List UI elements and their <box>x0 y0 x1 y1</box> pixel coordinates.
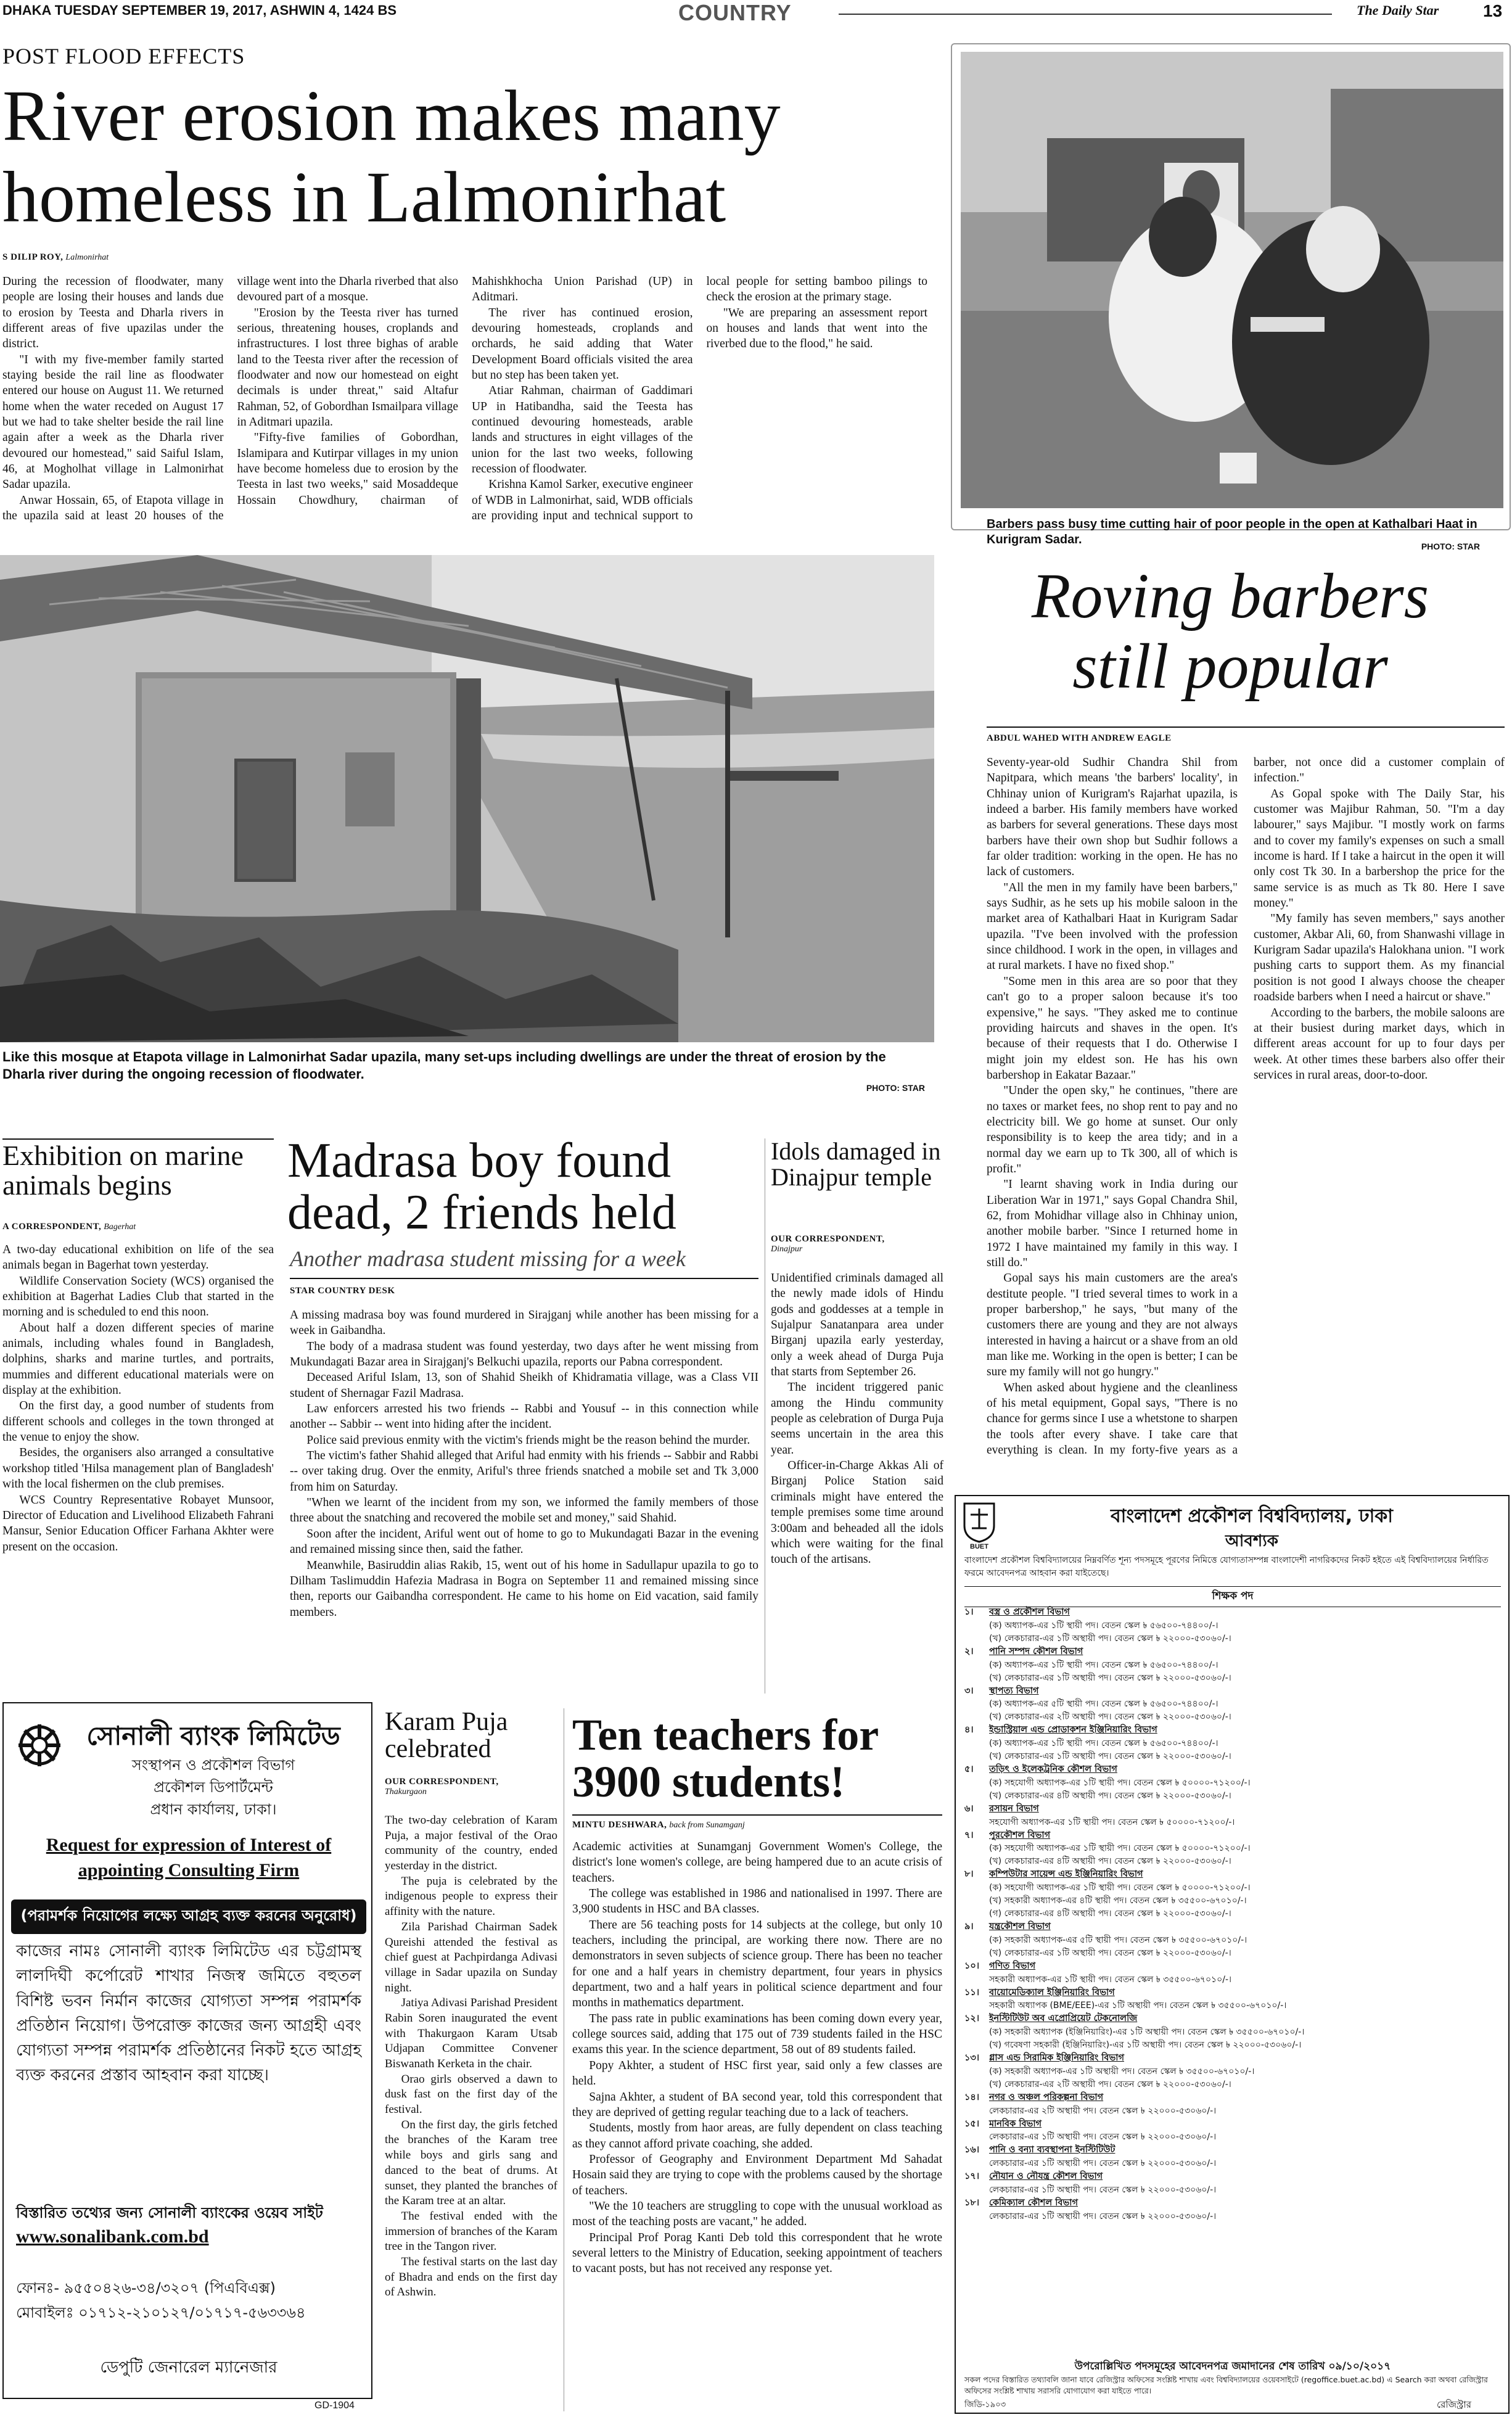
teachers-paragraph: Academic activities at Sunamganj Government Women's College, the district's lone women's college, are being hampered due to an acute crisis of teachers. <box>572 1840 942 1885</box>
buet-department <box>964 2012 1501 2052</box>
buet-department-number: ১০। <box>964 1961 980 1971</box>
buet-post-line: (খ) লেকচারার-এর ৪টি অস্থায়ী পদ। বেতন স্কেল ৳ ২২০০০-৫৩০৬০/-। <box>989 1790 1231 1801</box>
buet-signature: রেজিস্ট্রার <box>1437 2399 1472 2410</box>
masthead <box>0 0 1512 25</box>
buet-logo-icon <box>962 1501 996 1544</box>
lead-paragraph: Anwar Hossain, 65, of Etapota village in the upazila said at least 20 houses of the village went into the Dharla riverbed that also devoured part of a mosque. <box>2 275 458 523</box>
karam-paragraph: On the first day, the girls fetched the branches of the Karam tree while boys and girls sang and danced to the beat of drums. At sunset, they planted the branches of the Karam tree at an altar. <box>385 2118 557 2208</box>
exhibition-paragraph: A two-day educational exhibition on life of the sea animals began in Bagerhat town yesterday. <box>2 1243 274 1272</box>
buet-code: জিডি-১৯০৩ <box>964 2400 1006 2410</box>
lead-byline-name: S DILIP ROY, <box>2 252 64 262</box>
teachers-paragraph: There are 56 teaching posts for 14 subjects at the college, but only 10 teachers, including the principal, are working there now. There are no demonstrators in seven subjects of science group. There has been no teacher for one and a half years in chemistry department, four years in physics department, two and a half years in political science department and four months in mathematics department. <box>572 1918 942 2010</box>
buet-department-number: ৪। <box>964 1725 974 1735</box>
sonali-title: সোনালী ব্যাংক লিমিটেড <box>86 1721 340 1751</box>
buet-department <box>964 2091 1501 2118</box>
mosque-riverbank-image <box>0 555 934 1042</box>
buet-department-name: বায়োমেডিক্যাল ইঞ্জিনিয়ারিং বিভাগ <box>989 1987 1115 1998</box>
teachers-body <box>572 1839 942 2277</box>
buet-department <box>964 1960 1501 1986</box>
teachers-byline <box>572 1819 942 1830</box>
roving-barbers-image <box>961 52 1503 508</box>
teachers-rule <box>572 1814 942 1816</box>
buet-title: বাংলাদেশ প্রকৌশল বিশ্ববিদ্যালয়, ঢাকা <box>1110 1505 1393 1527</box>
sonali-signature: ডেপুটি জেনারেল ম্যানেজার <box>100 2358 277 2377</box>
barbers-headline: Roving barbers still popular <box>1031 561 1429 702</box>
buet-department <box>964 2197 1501 2223</box>
buet-department-number: ১৩। <box>964 2053 980 2063</box>
buet-department-name: গণিত বিভাগ <box>989 1961 1036 1971</box>
buet-department <box>964 2118 1501 2144</box>
idols-paragraph: Unidentified criminals damaged all the newly made idols of Hindu gods and goddesses at a temple in Sujalpur Sanatanpara area under Birganj upazila early yesterday, only a week ahead of Durga Puja that starts from September 26. <box>771 1272 943 1379</box>
buet-post-line: লেকচারার-এর ২টি অস্থায়ী পদ। বেতন স্কেল ৳ ২২০০০-৫৩০৬০/-। <box>989 2105 1217 2116</box>
buet-post-line: (ক) অধ্যাপক-এর ১টি স্থায়ী পদ। বেতন স্কেল ৳ ৫৬৫০০-৭৪৪০০/-। <box>989 1620 1218 1631</box>
buet-departments <box>964 1606 1501 2223</box>
buet-department-number: ১৬। <box>964 2145 980 2155</box>
barbers-paragraph: According to the barbers, the mobile saloons are at their busiest during market days, which in different areas account for up to four days per week. At other times these barbers also offer their services in rural areas, door-to-door. <box>1254 1006 1505 1082</box>
barbers-rule <box>987 726 1505 728</box>
buet-department <box>964 1763 1501 1803</box>
teachers-byline-name: MINTU DESHWARA, <box>572 1820 667 1830</box>
page-number: 13 <box>1483 1 1503 20</box>
karam-paragraph: The puja is celebrated by the indigenous people to express their affinity with the nature. <box>385 1874 557 1919</box>
karam-byline <box>385 1776 557 1801</box>
exhibition-paragraph: Wildlife Conservation Society (WCS) organised the exhibition at Bagerhat Ladies Club that started in the morning and is scheduled to end this noon. <box>2 1274 274 1319</box>
lead-kicker: POST FLOOD EFFECTS <box>2 44 245 68</box>
madrasa-paragraph: The body of a madrasa student was found yesterday, two days after he went missing from Mukundagati Bazar area in Sirajganj's Belkuchi upazila, reports our Pabna correspondent. <box>290 1340 758 1369</box>
lead-paragraph: During the recession of floodwater, many people are losing their houses and lands due to erosion by Teesta and Dharla rivers in different areas of five upazilas under the district. <box>2 275 224 351</box>
buet-department-number: ৭। <box>964 1830 974 1840</box>
barbers-photo-credit: PHOTO: STAR <box>1421 541 1480 551</box>
buet-department-number: ১৪। <box>964 2092 980 2102</box>
barbers-paragraph: "I learnt shaving work in India during our Liberation War in 1971," says Gopal Chandra Shil, 62, from Mohidhar village also in Chhinay union, another mobile barber. "Since I returned home in 1972 I have maintained my family in this way. I still do." <box>987 1178 1238 1269</box>
buet-post-line: (খ) লেকচারার-এর ১টি অস্থায়ী পদ। বেতন স্কেল ৳ ২২০০০-৫৩০৬০/-। <box>989 1948 1231 1958</box>
buet-post-line: সহকারী অধ্যাপক-এর ১টি স্থায়ী পদ। বেতন স্কেল ৳ ৩৫৫০০-৬৭০১০/-। <box>989 1974 1232 1985</box>
buet-department-name: স্থাপত্য বিভাগ <box>989 1685 1039 1696</box>
sonali-banner: (পরামর্শক নিয়োগের লক্ষ্যে আগ্রহ ব্যক্ত করনের অনুরোধ) <box>11 1899 366 1934</box>
karam-body <box>385 1813 557 2300</box>
buet-post-line: (খ) গবেষণা সহকারী (ইঞ্জিনিয়ারিং)-এর ১টি অস্থায়ী পদ। বেতন স্কেল ৳ ২২০০০-৫৩০৬০/-। <box>989 2040 1302 2050</box>
buet-post-line: (ক) অধ্যাপক-এর ৫টি স্থায়ী পদ। বেতন স্কেল ৳ ৫৬৫০০-৭৪৪০০/-। <box>989 1699 1218 1710</box>
buet-department-name: কম্পিউটার সায়েন্স এন্ড ইঞ্জিনিয়ারিং বিভাগ <box>989 1869 1143 1880</box>
buet-department-name: মানবিক বিভাগ <box>989 2118 1042 2129</box>
idols-byline-name: OUR CORRESPONDENT, <box>771 1234 885 1244</box>
buet-department-name: নগর ও অঞ্চল পরিকল্পনা বিভাগ <box>989 2092 1104 2102</box>
buet-department-number: ১১। <box>964 1987 980 1998</box>
buet-post-line: (খ) লেকচারার-এর ১টি অস্থায়ী পদ। বেতন স্কেল ৳ ২২০০০-৫৩০৬০/-। <box>989 1633 1231 1644</box>
sonali-mobile: মোবাইলঃ ০১৭১২-২১০১২৭/০১৭১৭-৫৬৩৩৬৪ <box>16 2304 306 2321</box>
buet-department <box>964 1803 1501 1829</box>
buet-department-number: ৮। <box>964 1869 974 1880</box>
buet-department-name: তড়িৎ ও ইলেকট্রনিক কৌশল বিভাগ <box>989 1764 1117 1774</box>
buet-department <box>964 1645 1501 1685</box>
paper-name: The Daily Star <box>1357 2 1439 18</box>
lead-paragraph: "Fifty-five families of Gobordhan, Islamipara and Kutirpar villages in my union have become homeless due to erosion by the Teesta in last two weeks," said Mosaddeque Hossain Chowdhury, chairman of Mahishkhocha Union Parishad (UP) in Aditmari. <box>237 275 693 507</box>
buet-post-line: (ক) সহযোগী অধ্যাপক-এর ১টি স্থায়ী পদ। বেতন স্কেল ৳ ৫০০০০-৭১২০০/-। <box>989 1843 1251 1854</box>
barbers-photo-caption: Barbers pass busy time cutting hair of poor people in the open at Kathalbari Haat in Kurigram Sadar. <box>987 517 1477 546</box>
buet-department-number: ৬। <box>964 1803 974 1814</box>
buet-department-number: ১২। <box>964 2014 980 2024</box>
buet-post-line: (ক) সহকারী অধ্যাপক-এর ১টি অস্থায়ী পদ। বেতন স্কেল ৳ ৩৫৫০০-৬৭০১০/-। <box>989 2066 1255 2076</box>
buet-department <box>964 1606 1501 1645</box>
sonali-ad-code: GD-1904 <box>314 2400 355 2411</box>
buet-department-number: ২। <box>964 1646 974 1657</box>
teachers-paragraph: Principal Prof Porag Kanti Deb told this correspondent that he wrote several letters to the Ministry of Education, seeking appointment of teachers to vacant posts, but has not received any response yet. <box>572 2231 942 2276</box>
karam-paragraph: Jatiya Adivasi Parishad President Rabin Soren inaugurated the event with Thakurgaon Karam Utsab Udjapan Committee Convener Biswanath Kerketa in the chair. <box>385 1996 557 2070</box>
buet-post-line: (ক) অধ্যাপক-এর ১টি স্থায়ী পদ। বেতন স্কেল ৳ ৫৬৫০০-৭৪৪০০/-। <box>989 1660 1218 1670</box>
buet-post-line: (খ) লেকচারার-এর ২টি অস্থায়ী পদ। বেতন স্কেল ৳ ২২০০০-৫৩০৬০/-। <box>989 2079 1231 2089</box>
buet-department-number: ৩। <box>964 1685 974 1696</box>
exhibition-byline-name: A CORRESPONDENT, <box>2 1222 102 1232</box>
sonali-bank-ad <box>2 1702 372 2399</box>
lead-paragraph: Krishna Kamol Sarker, executive engineer of WDB in Lalmonirhat, said, WDB officials are providing input and technical support to local people for setting bamboo pilings to check the erosion at the primary stage. <box>472 275 927 523</box>
sonali-phone: ফোনঃ- ৯৫৫০৪২৬-৩৪/৩২০৭ (পিএবিএক্স) <box>16 2279 276 2297</box>
buet-department <box>964 2144 1501 2170</box>
section-name: COUNTRY <box>678 0 792 25</box>
buet-department-number: ১৭। <box>964 2171 980 2181</box>
madrasa-headline: Madrasa boy found dead, 2 friends held <box>287 1134 676 1240</box>
teachers-paragraph: The pass rate in public examinations has been coming down every year, college sources said, adding that 175 out of 739 students failed in the HSC exams this year. In the science department, 58 out of 89 students failed. <box>572 2012 942 2057</box>
madrasa-subhead: Another madrasa student missing for a week <box>290 1246 686 1271</box>
exhibition-paragraph: WCS Country Representative Robayet Munsoor, Director of Education and Livelihood Elizabeth Fahrani Mansur, Senior Education Officer Farhana Akhter were present on the occasion. <box>2 1493 274 1554</box>
lead-paragraph: "Erosion by the Teesta river has turned serious, threatening houses, croplands and infrastructures. I lost three bighas of arable land to the Teesta river after the recession of floodwater and now our homestead on eight decimals is under threat," said Altafur Rahman, 52, of Gobordhan Ismailpara village in Aditmari upazila. <box>237 306 458 429</box>
buet-post-line: (খ) লেকচারার-এর ১টি অস্থায়ী পদ। বেতন স্কেল ৳ ২২০০০-৫৩০৬০/-। <box>989 1751 1231 1761</box>
sonali-web-note: বিস্তারিত তথ্যের জন্য সোনালী ব্যাংকের ওয়েব সাইট <box>16 2204 323 2221</box>
lead-body <box>2 274 927 533</box>
madrasa-paragraph: Law enforcers arrested his two friends -- Rabbi and Yousuf -- in this connection while another -- Sabbir -- went into hiding after the incident. <box>290 1402 758 1431</box>
buet-department <box>964 1868 1501 1920</box>
buet-department-number: ৯। <box>964 1922 974 1932</box>
buet-intro: বাংলাদেশ প্রকৌশল বিশ্ববিদ্যালয়ের নিম্নবর্ণিত শূন্য পদসমূহে পূরণের নিমিত্তে যোগ্যতাসম্পন্ন বাংলাদেশী নাগরিকদের নিকট হইতে এই বিশ্ববিদ্যালয়ের নির্ধারিত ফরমে আবেদনপত্র আহবান করা যাইতেছে। <box>964 1555 1489 1578</box>
barbers-paragraph: "Under the open sky," he continues, "there are no taxes or market fees, no shop rent to pay and no electricity bill. We go home at sunset. Our only responsibility is to keep the area tidy; and in a normal day we earn up to Tk 300, all of which is profit." <box>987 1084 1238 1175</box>
buet-department-number: ১৫। <box>964 2118 980 2129</box>
madrasa-paragraph: The victim's father Shahid alleged that Ariful had enmity with his friends -- Sabbir and Rabbi -- over taking drug. Over the enmity, Ariful's three friends snatched a mobile set and Tk 3,000 from him on Saturday. <box>290 1449 758 1494</box>
buet-post-line: (খ) লেকচারার-এর ২টি অস্থায়ী পদ। বেতন স্কেল ৳ ২২০০০-৫৩০৬০/-। <box>989 1712 1231 1722</box>
teachers-paragraph: The college was established in 1986 and nationalised in 1997. There are 3,900 students in HSC and BA classes. <box>572 1887 942 1916</box>
buet-post-line: (ক) সহকারী অধ্যাপক (ইঞ্জিনিয়ারিং)-এর ১টি অস্থায়ী পদ। বেতন স্কেল ৳ ৩৫৫০০-৬৭০১০/-। <box>989 2027 1305 2037</box>
buet-department <box>964 1920 1501 1960</box>
karam-paragraph: Orao girls observed a dawn to dusk fast on the first day of the festival. <box>385 2072 557 2117</box>
sonali-url: www.sonalibank.com.bd <box>16 2226 209 2247</box>
buet-post-line: লেকচারার-এর ১টি অস্থায়ী পদ। বেতন স্কেল ৳ ২২০০০-৫৩০৬০/-। <box>989 2159 1217 2168</box>
buet-ad <box>955 1495 1510 2414</box>
buet-post-line: (ক) সহযোগী অধ্যাপক-এর ১টি স্থায়ী পদ। বেতন স্কেল ৳ ৫০০০০-৭১২০০/-। <box>989 1777 1251 1788</box>
sonali-sub3: প্রধান কার্যালয়, ঢাকা। <box>150 1801 277 1818</box>
madrasa-paragraph: Soon after the incident, Ariful went out of home to go to Mukundagati Bazar in the evening and remained missing since then, said the father. <box>290 1527 758 1557</box>
buet-department <box>964 2170 1501 2197</box>
barbers-body <box>987 755 1505 1464</box>
buet-department-number: ১। <box>964 1607 974 1617</box>
exhibition-paragraph: Besides, the organisers also arranged a consultative workshop titled 'Hilsa management plan of Bangladesh' with the local fishermen on the club premises. <box>2 1446 274 1491</box>
exhibition-headline: Exhibition on marine animals begins <box>2 1140 244 1201</box>
buet-department-name: ইনস্টিটিউট অব এপ্রোপ্রিয়েট টেকনোলজি <box>989 2014 1138 2024</box>
lead-headline: River erosion makes many homeless in Lalmonirhat <box>2 75 781 238</box>
karam-paragraph: The two-day celebration of Karam Puja, a major festival of the Orao community of the country, ended yesterday in the district. <box>385 1814 557 1873</box>
karam-byline-name: OUR CORRESPONDENT, <box>385 1777 499 1787</box>
barbers-paragraph: "My family has seven members," says another customer, Akbar Ali, 60, from Shanwashi village in Kurigram Sadar upazila's Halokhana union. "I work pushing carts to support them. As my financial position is not good I always choose the cheaper roadside barbers when I need a haircut or shave." <box>1254 912 1505 1004</box>
buet-department-number: ১৮। <box>964 2197 980 2208</box>
buet-post-line: (গ) লেকচারার-এর ৪টি অস্থায়ী পদ। বেতন স্কেল ৳ ২২০০০-৫৩০৬০/-। <box>989 1909 1231 1919</box>
madrasa-paragraph: Meanwhile, Basiruddin alias Rakib, 15, went out of his home in Sadullapur upazila to go to Dilham Taslimuddin Hafezia Madrasa in Bogra on September 11 and remained missing since then, reports our Gaibandha correspondent. He came to his home on Eid vacation, said family members. <box>290 1558 758 1619</box>
barbers-paragraph: "Some men in this area are so poor that they can't go to a proper saloon because it's too expensive," he says. "They asked me to continue providing haircuts and shaves in the open. It's because of their requests that I do. Otherwise I might join my eldest son. He has his own barbershop in Eakatar Bazaar." <box>987 974 1238 1082</box>
buet-post-line: সহকারী অধ্যাপক (BME/EEE)-এর ১টি অস্থায়ী পদ। বেতন স্কেল ৳ ৩৫৫০০-৬৭০১০/-। <box>989 2001 1287 2011</box>
barbers-photo <box>961 52 1503 508</box>
lead-photo-caption: Like this mosque at Etapota village in Lalmonirhat Sadar upazila, many set-ups including dwellings are under the threat of erosion by the Dharla river during the ongoing recession of floodwater. <box>2 1049 886 1082</box>
barbers-paragraph: "All the men in my family have been barbers," says Sudhir, as he sets up his mobile saloon in the market area of Kathalbari Haat in Kurigram Sadar upazila. "I've been involved with the profession since childhood. I work in the open, in villages and at rural markets. I have no fixed shop." <box>987 881 1238 973</box>
buet-department-name: নৌযান ও নৌযন্ত্র কৌশল বিভাগ <box>989 2171 1103 2181</box>
buet-department <box>964 1986 1501 2013</box>
idols-body <box>771 1270 943 1568</box>
buet-department-name: পুরকৌশল বিভাগ <box>989 1830 1051 1840</box>
buet-department <box>964 1685 1501 1724</box>
madrasa-paragraph: Deceased Ariful Islam, 13, son of Shahid Sheikh of Khidramatia village, was a Class VII student of Shernagar Fazil Madrasa. <box>290 1371 758 1400</box>
madrasa-byline: STAR COUNTRY DESK <box>290 1286 395 1296</box>
lead-paragraph: "We are preparing an assessment report on houses and lands that went into the riverbed due to the flood," he said. <box>706 306 927 351</box>
exhibition-byline-place: Bagerhat <box>104 1222 136 1232</box>
karam-byline-place: Thakurgaon <box>385 1787 427 1796</box>
barbers-paragraph: As Gopal spoke with The Daily Star, his customer was Majibur Rahman, 50. "I'm a day labourer," says Majibur. "I mostly work on farms and to cover my family's expenses on such a small income is hard. If I take a haircut in the open it will only cost Tk 30. In a barbershop the price for the same service is as much as Tk 80. Here I save money." <box>1254 787 1505 910</box>
buet-post-line: (ক) অধ্যাপক-এর ১টি স্থায়ী পদ। বেতন স্কেল ৳ ৫৬৫০০-৭৪৪০০/-। <box>989 1739 1218 1748</box>
lead-byline <box>2 252 224 263</box>
teachers-paragraph: "We the 10 teachers are struggling to cope with the unusual workload as most of the teaching posts are vacant," he added. <box>572 2199 942 2229</box>
idols-paragraph: The incident triggered panic among the Hindu community people as celebration of Durga Puja seems uncertain in the area this year. <box>771 1381 943 1457</box>
lead-photo-credit: PHOTO: STAR <box>866 1083 925 1093</box>
buet-post-line: সহযোগী অধ্যাপক-এর ১টি স্থায়ী পদ। বেতন স্কেল ৳ ৫০০০০-৭১২০০/-। <box>989 1817 1235 1827</box>
buet-logo-text: BUET <box>970 1543 988 1550</box>
madrasa-paragraph: Police said previous enmity with the victim's friends might be the reason behind the murder. <box>306 1433 750 1447</box>
sonali-body: কাজের নামঃ সোনালী ব্যাংক লিমিটেড এর চট্টগ্রামস্থ লালদিঘী কর্পোরেট শাখার নিজস্ব জমিতে বহুতল বিশিষ্ট ভবন নির্মান কাজের যোগ্যতা সম্পন্ন পরামর্শক প্রতিষ্ঠান নিয়োগ। উপরোক্ত কাজের জন্য আগ্রহী এবং যোগ্যতা সম্পন্ন পরামর্শক প্রতিষ্ঠানের নিকট হতে আগ্রহ ব্যক্ত করনের প্রস্তাব আহবান করা যাচ্ছে। <box>16 1942 361 2085</box>
lead-byline-place: Lalmonirhat <box>65 253 109 262</box>
karam-paragraph: The festival ended with the immersion of branches of the Karam tree in the Tangon river. <box>385 2209 557 2253</box>
madrasa-paragraph: A missing madrasa boy was found murdered in Sirajganj while another has been missing for a week in Gaibandha. <box>290 1309 758 1338</box>
buet-department <box>964 2052 1501 2091</box>
sonali-sub2: প্রকৌশল ডিপার্টমেন্ট <box>154 1779 273 1796</box>
buet-department-name: ইন্ডাস্ট্রিয়াল এন্ড প্রোডাকশন ইঞ্জিনিয়ারিং বিভাগ <box>989 1725 1157 1735</box>
karam-paragraph: The festival starts on the last day of Bhadra and ends on the first day of Ashwin. <box>385 2255 557 2299</box>
buet-post-line: লেকচারার-এর ১টি অস্থায়ী পদ। বেতন স্কেল ৳ ২২০০০-৫৩০৬০/-। <box>989 2132 1217 2142</box>
buet-department <box>964 1829 1501 1869</box>
buet-footer-note: সকল পদের বিস্তারিত তথ্যাবলি জানা যাবে রেজিস্ট্রার অফিসের সংশ্লিষ্ট শাখায় এবং বিশ্ববিদ্যালয়ের ওয়েবসাইটে (regoffice.buet.ac.bd) এ Search করা অথবা রেজিস্ট্রার অফিসের সংশ্লিষ্ট শাখায় সরাসরি যোগাযোগ করা যাইতে পারে। <box>964 2375 1488 2395</box>
buet-department-name: পানি ও বন্যা ব্যবস্থাপনা ইনস্টিটিউট <box>989 2145 1116 2155</box>
barbers-paragraph: Seventy-year-old Sudhir Chandra Shil from Napitpara, which means 'the barbers' locality', in Chhinay union of Kurigram's Rajarhat upazila, is indeed a barber. His family members have worked as barbers for several generations. These days most barbers have their own shop but Sudhir follows a far older tradition: working in the open. He has no lack of customers. <box>987 756 1238 879</box>
buet-post-line: (খ) লেকচারার-এর ১টি অস্থায়ী পদ। বেতন স্কেল ৳ ২২০০০-৫৩০৬০/-। <box>989 1673 1231 1683</box>
madrasa-paragraph: "When we learnt of the incident from my son, we informed the family members of those three about the snatching and recovered the mobile set and money," said Shahid. <box>290 1496 758 1525</box>
lead-paragraph: The river has continued erosion, devouring homesteads, croplands and orchards, he said adding that Water Development Board officials visited the area but no step has been taken yet. <box>472 306 693 382</box>
buet-department-name: যন্ত্রকৌশল বিভাগ <box>989 1922 1051 1932</box>
barbers-paragraph: Gopal says his main customers are the area's destitute people. "I tried several times to work in a proper barbershop," he says, "but many of the customers there are young and they are not always interested in having a haircut or a shave from an old man like me. Working in the open is better; I can be sure my family will not go hungry." <box>987 1272 1238 1379</box>
barbers-byline: ABDUL WAHED WITH ANDREW EAGLE <box>987 733 1172 743</box>
teachers-headline: Ten teachers for 3900 students! <box>572 1710 878 1806</box>
exhibition-byline <box>2 1221 274 1232</box>
karam-headline: Karam Puja celebrated <box>385 1708 508 1764</box>
buet-department <box>964 1724 1501 1763</box>
idols-headline: Idols damaged in Dinajpur temple <box>771 1137 941 1191</box>
lead-photo <box>0 555 934 1042</box>
exhibition-body <box>2 1242 274 1555</box>
teachers-paragraph: Sajna Akhter, a student of BA second year, told this correspondent that they are deprived of getting regular teaching due to a lack of teachers. <box>572 2090 942 2119</box>
teachers-paragraph: Popy Akhter, a student of HSC first year, said only a few classes are held. <box>572 2059 942 2088</box>
lead-paragraph: Atiar Rahman, chairman of Gaddimari UP in Hatibandha, said the Teesta has continued devouring homesteads, arable lands and structures in eight villages of the union for the last two weeks, following recession of floodwater. <box>472 384 693 476</box>
buet-deadline: উপরোল্লিখিত পদসমূহের আবেদনপত্র জমাদানের শেষ তারিখ ০৯/১০/২০১৭ <box>1074 2360 1391 2373</box>
karam-paragraph: Zila Parishad Chairman Sadek Qureishi attended the festival as chief guest at Pachpirdanga Adivasi village in Sadar upazila on Sunday night. <box>385 1920 557 1994</box>
buet-subtitle: আবশ্যক <box>1225 1532 1278 1550</box>
buet-department-number: ৫। <box>964 1764 974 1774</box>
buet-department-name: গ্লাস এন্ড সিরামিক ইঞ্জিনিয়ারিং বিভাগ <box>989 2053 1124 2063</box>
teachers-paragraph: Students, mostly from haor areas, are fully dependent on class teaching as they cannot afford private coaching, she added. <box>572 2122 942 2150</box>
buet-post-line: (খ) লেকচারার-এর ৪টি অস্থায়ী পদ। বেতন স্কেল ৳ ২২০০০-৫৩০৬০/-। <box>989 1856 1231 1867</box>
buet-post-line: লেকচারার-এর ১টি অস্থায়ী পদ। বেতন স্কেল ৳ ২২০০০-৫৩০৬০/-। <box>989 2184 1217 2195</box>
teachers-byline-place: back from Sunamganj <box>669 1821 745 1830</box>
barbers-paragraph: When asked about hygiene and the cleanliness of his metal equipment, Gopal says, "There is no chance for germs since I use a whetstone to sharpen the tools after every shave. I take care that everything is clean. In my forty-five years as a barber, not once did a customer complain of infection." <box>987 756 1505 1457</box>
sonali-sub1: সংস্থাপন ও প্রকৌশল বিভাগ <box>131 1756 295 1774</box>
buet-department-name: বস্ত্র ও প্রকৌশল বিভাগ <box>989 1607 1070 1617</box>
exhibition-paragraph: On the first day, a good number of students from different schools and colleges in the town thronged at the venue to enjoy the show. <box>2 1399 274 1444</box>
buet-department-name: পানি সম্পদ কৌশল বিভাগ <box>989 1646 1083 1657</box>
masthead-rule <box>839 14 1332 15</box>
dateline: DHAKA TUESDAY SEPTEMBER 19, 2017, ASHWIN 4, 1424 BS <box>2 2 397 18</box>
idols-paragraph: Officer-in-Charge Akkas Ali of Birganj Police Station said criminals might have entered the temple premises some time around 3:00am and beheaded all the idols which were waiting for the final touch of the artisans. <box>771 1459 943 1566</box>
lead-paragraph: "I with my five-member family started staying beside the rail line as floodwater entered our house on August 11. We returned home when the water receded on August 17 but we had to take shelter beside the rail line again after a week as the Dharla river devoured our homestead," said Saiful Islam, 46, at Mogholhat village in Lalmonirhat Sadar upazila. <box>2 353 224 492</box>
buet-post-line: লেকচারার-এর ১টি অস্থায়ী পদ। বেতন স্কেল ৳ ২২০০০-৫৩০৬০/-। <box>989 2211 1217 2221</box>
exhibition-paragraph: About half a dozen different species of marine animals, including whales found in Bangladesh, dolphins, sharks and marine turtles, and portraits, mummies and different educational materials were on display at the exhibition. <box>2 1321 274 1397</box>
teachers-paragraph: Professor of Geography and Environment Department Md Sahadat Hosain said they are trying to cope with the problems caused by the shortage of teachers. <box>572 2152 942 2197</box>
buet-department-name: রসায়ন বিভাগ <box>989 1803 1039 1814</box>
buet-section-title: শিক্ষক পদ <box>964 1586 1501 1607</box>
buet-post-line: (খ) সহকারী অধ্যাপক-এর ৪টি স্থায়ী পদ। বেতন স্কেল ৳ ৩৫৫০০-৬৭০১০/-। <box>989 1896 1247 1906</box>
buet-post-line: (ক) সহকারী অধ্যাপক-এর ৫টি স্থায়ী পদ। বেতন স্কেল ৳ ৩৫৫০০-৬৭০১০/-। <box>989 1935 1247 1945</box>
buet-post-line: (ক) সহযোগী অধ্যাপক-এর ১টি স্থায়ী পদ। বেতন স্কেল ৳ ৫০০০০-৭১২০০/-। <box>989 1883 1251 1893</box>
idols-byline <box>771 1233 943 1258</box>
buet-department-name: কেমিক্যাল কৌশল বিভাগ <box>989 2197 1078 2208</box>
madrasa-body <box>290 1307 758 1620</box>
idols-byline-place: Dinajpur <box>771 1245 803 1254</box>
madrasa-rule <box>290 1278 758 1279</box>
sonali-eoi: Request for expression of Interest of appointing Consulting Firm <box>46 1835 332 1880</box>
